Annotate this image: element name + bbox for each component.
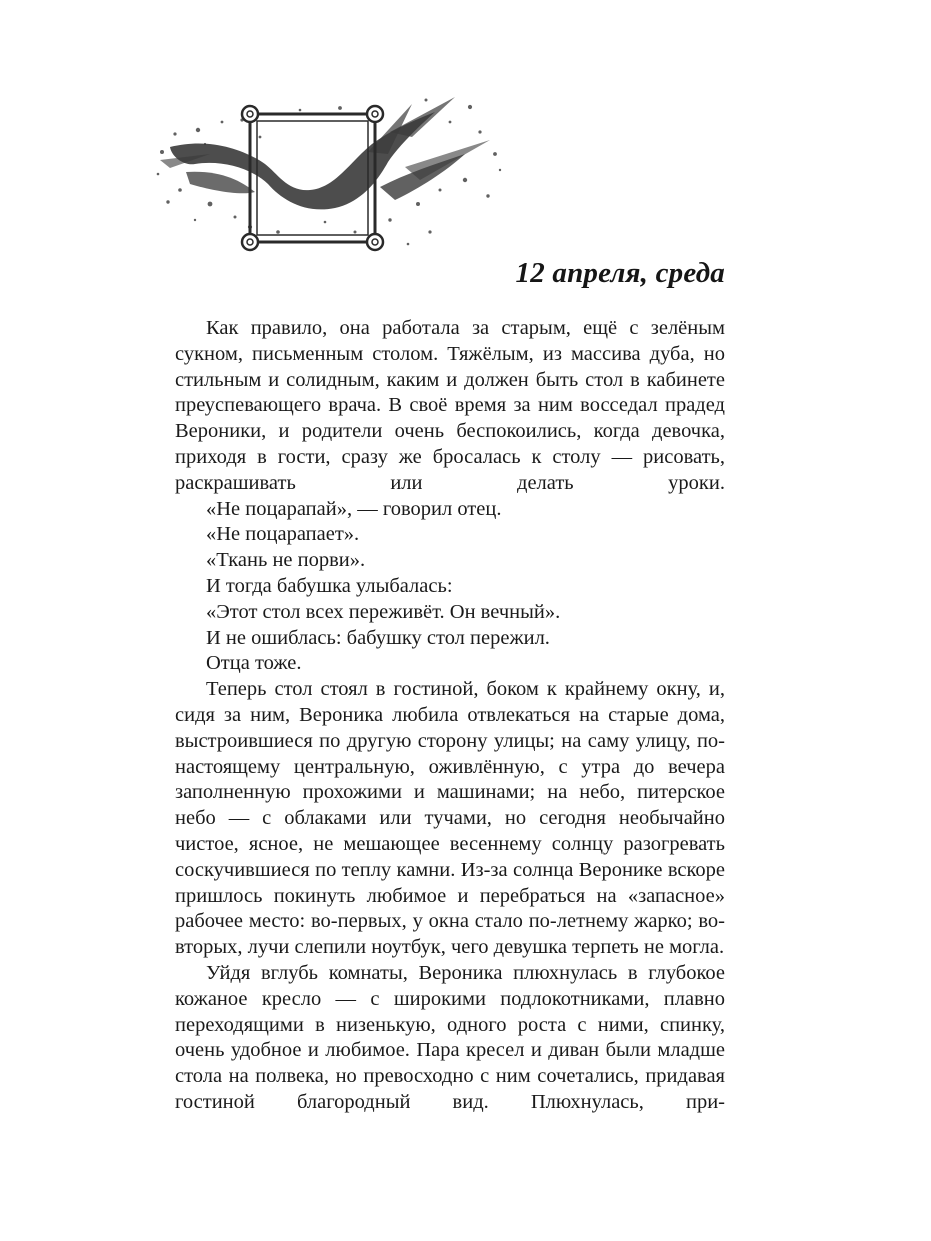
paragraph: Уйдя вглубь комнаты, Вероника плюхнулась в глубокое кожаное кресло — с широкими подлокотниками, плавно переходящими в низенькую, одного роста с ними, спинку, очень удобное и любимое. Пара кресел и диван были младше стола на полвека, но превосходно с ним сочетались, придавая гостиной благородный вид. Плюхнулась, при- <box>175 961 725 1113</box>
paragraph: Отца тоже. <box>206 652 302 675</box>
paragraph: Как правило, она работала за старым, ещё с зелёным сукном, письменным столом. Тяжёлым, из массива дуба, но стильным и солидным, каким и должен быть стол в кабинете преуспевающего врача. В своё время за ним восседал прадед Вероники, и родители очень беспокоились, когда девочка, приходя в гости, сразу же бросалась к столу — рисовать, раскрашивать или делать уроки. <box>175 317 725 494</box>
paragraph: «Этот стол всех переживёт. Он вечный». <box>206 600 561 623</box>
paragraph: «Ткань не порви». <box>206 549 366 572</box>
ink-splash-frame-ornament <box>150 92 510 257</box>
chapter-date-heading: 12 апреля, среда <box>515 257 725 289</box>
body-text <box>175 316 725 1116</box>
ink-splash-icon <box>157 97 502 245</box>
paragraph: И тогда бабушка улыбалась: <box>206 574 453 597</box>
paragraph: «Не поцарапает». <box>206 523 360 546</box>
paragraph: Теперь стол стоял в гостиной, боком к крайнему окну, и, сидя за ним, Вероника любила отвлекаться на старые дома, выстроившиеся по другую сторону улицы; на саму улицу, по-настоящему центральную, оживлённую, с утра до вечера заполненную прохожими и машинами; на небо, питерское небо — с облаками или тучами, но сегодня необычайно чистое, ясное, не мешающее весеннему солнцу разогревать соскучившиеся по теплу камни. Из-за солнца Веронике вскоре пришлось покинуть любимое и перебраться на «запасное» рабочее место: во-первых, у окна стало по-летнему жарко; во-вторых, лучи слепили ноутбук, чего девушка терпеть не могла. <box>175 678 725 959</box>
paragraph: «Не поцарапай», — говорил отец. <box>206 497 502 520</box>
paragraph: И не ошиблась: бабушку стол пережил. <box>206 626 550 649</box>
